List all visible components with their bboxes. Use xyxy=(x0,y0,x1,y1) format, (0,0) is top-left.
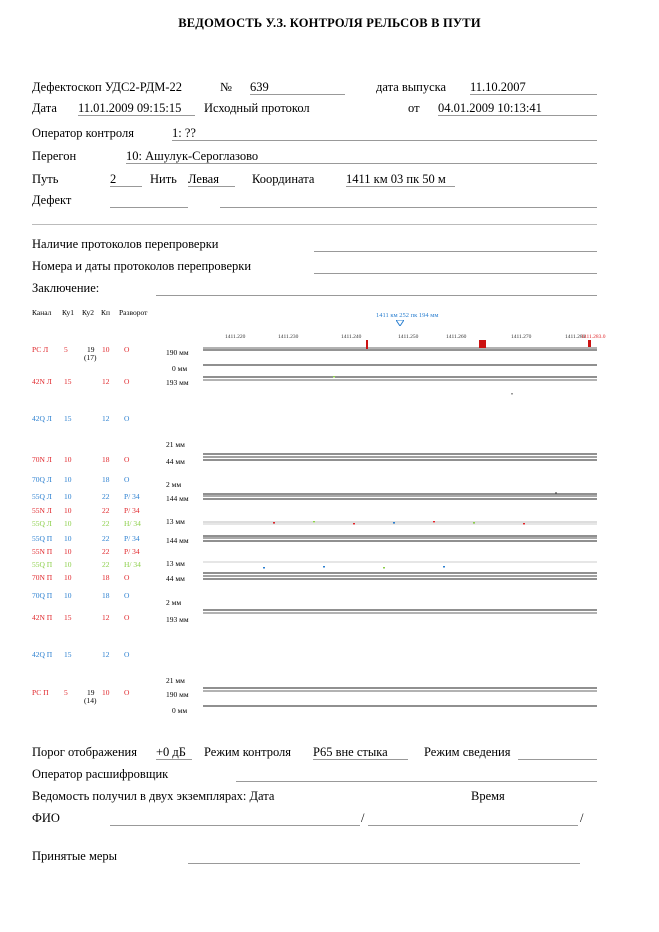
fio-label: ФИО xyxy=(32,811,60,825)
echo-dot xyxy=(433,521,435,523)
channel-ku2-sub: (17) xyxy=(84,353,97,362)
echo-dot xyxy=(443,566,445,568)
recheck-field[interactable] xyxy=(314,237,597,252)
channel-name: 55N П xyxy=(32,547,53,556)
defect-field-1[interactable] xyxy=(110,193,188,208)
track-field[interactable]: 2 xyxy=(110,172,142,187)
channel-kp: 22 xyxy=(102,534,110,543)
channel-ku1: 10 xyxy=(64,455,72,464)
echo-dot xyxy=(473,522,475,524)
channel-ku1: 10 xyxy=(64,591,72,600)
page-title: ВЕДОМОСТЬ У.З. КОНТРОЛЯ РЕЛЬСОВ В ПУТИ xyxy=(178,16,481,30)
echo-dot xyxy=(353,523,355,525)
ruler-tick-label: 1411.260 xyxy=(446,334,467,340)
threshold-label: Порог отображения xyxy=(32,745,137,759)
channel-depth: 190 мм xyxy=(166,348,189,357)
channel-kp: 10 xyxy=(102,345,110,354)
date-label: Дата xyxy=(32,101,57,115)
channel-name: 70N Л xyxy=(32,455,52,464)
channel-name: 55Q П xyxy=(32,534,53,543)
channel-depth: 144 мм xyxy=(166,494,189,503)
ruler-tick-label: 1411.270 xyxy=(511,334,532,340)
channel-name: РС П xyxy=(32,688,49,697)
echo-dot xyxy=(511,393,513,395)
ruler-tick-label: 1411.240 xyxy=(341,334,362,340)
channel-depth: 144 мм xyxy=(166,536,189,545)
divider xyxy=(32,224,597,225)
channel-kp: 22 xyxy=(102,519,110,528)
echo-dot xyxy=(323,566,325,568)
channel-name: 42N Л xyxy=(32,377,52,386)
channel-name: 55Q П xyxy=(32,560,53,569)
channel-ku2: 19 xyxy=(87,345,95,354)
operator-label: Оператор контроля xyxy=(32,126,134,140)
received-label: Ведомость получил в двух экземплярах: Дата xyxy=(32,789,275,803)
ruler-tick-label: 1411.250 xyxy=(398,334,419,340)
channel-razvorot: Р/ 34 xyxy=(124,547,140,556)
channel-depth: 21 мм xyxy=(166,440,185,449)
channel-ku1: 5 xyxy=(64,688,68,697)
channel-kp: 22 xyxy=(102,506,110,515)
ruler-tick-label: 1411.220 xyxy=(225,334,246,340)
defect-mark xyxy=(588,340,591,347)
channel-name: 55Q Л xyxy=(32,492,52,501)
channel-kp: 18 xyxy=(102,455,110,464)
ruler-tick-label: 1411.283.0 xyxy=(581,334,606,340)
channel-ku1: 10 xyxy=(64,492,72,501)
channel-razvorot: О xyxy=(124,345,130,354)
coordinate-label: Координата xyxy=(252,172,315,186)
channel-kp: 12 xyxy=(102,613,110,622)
channel-razvorot: Р/ 34 xyxy=(124,492,140,501)
defect-mark xyxy=(479,340,486,348)
defect-field-2[interactable] xyxy=(220,193,597,208)
section-label: Перегон xyxy=(32,149,77,163)
measures-label: Принятые меры xyxy=(32,849,118,863)
channel-razvorot: Р/ 34 xyxy=(124,506,140,515)
channel-ku1: 5 xyxy=(64,345,68,354)
col-kp: Кп xyxy=(101,308,111,317)
channel-kp: 12 xyxy=(102,414,110,423)
release-date-field[interactable]: 11.10.2007 xyxy=(470,80,597,95)
scan-marker-icon[interactable] xyxy=(396,320,404,326)
echo-dot xyxy=(273,522,275,524)
channel-kp: 18 xyxy=(102,591,110,600)
col-razvorot: Разворот xyxy=(119,308,148,317)
channel-razvorot: О xyxy=(124,591,130,600)
channel-kp: 12 xyxy=(102,650,110,659)
recheck-numbers-field[interactable] xyxy=(314,259,597,274)
scan-marker-label: 1411 км 252 пк 194 мм xyxy=(376,312,439,319)
channel-name: 42Q Л xyxy=(32,414,52,423)
track-label: Путь xyxy=(32,172,59,186)
channel-depth: 190 мм xyxy=(166,690,189,699)
channel-name: 55N Л xyxy=(32,506,52,515)
mode-field[interactable]: Р65 вне стыка xyxy=(313,745,408,760)
channel-depth: 13 мм xyxy=(166,517,185,526)
thread-label: Нить xyxy=(150,172,177,186)
ruler-tick-label: 1411.280 xyxy=(565,334,586,340)
channel-name: 55Q Л xyxy=(32,519,52,528)
channel-razvorot: О xyxy=(124,573,130,582)
channel-kp: 18 xyxy=(102,475,110,484)
channel-razvorot: О xyxy=(124,688,130,697)
echo-dot xyxy=(313,521,315,523)
fio-field-1[interactable] xyxy=(110,811,360,826)
defect-mark xyxy=(366,340,368,349)
date-field[interactable]: 11.01.2009 09:15:15 xyxy=(78,101,195,116)
merge-label: Режим сведения xyxy=(424,745,511,759)
channel-depth: 21 мм xyxy=(166,676,185,685)
channel-razvorot: О xyxy=(124,455,130,464)
echo-dot xyxy=(523,523,525,525)
fio-field-2[interactable] xyxy=(368,811,578,826)
channel-razvorot: О xyxy=(124,650,130,659)
threshold-field[interactable]: +0 дБ xyxy=(156,745,192,760)
scan-chart xyxy=(203,340,597,720)
channel-name: РС Л xyxy=(32,345,49,354)
from-label: от xyxy=(408,101,420,115)
section-field[interactable]: 10: Ашулук-Сероглазово xyxy=(126,149,597,164)
channel-depth-zero: 0 мм xyxy=(172,364,188,373)
channel-depth: 2 мм xyxy=(166,480,182,489)
channel-kp: 10 xyxy=(102,688,110,697)
channel-depth: 193 мм xyxy=(166,615,189,624)
recheck-numbers-label: Номера и даты протоколов перепроверки xyxy=(32,259,252,273)
channel-ku1: 15 xyxy=(64,414,72,423)
fio-slash-2: / xyxy=(580,811,584,825)
col-ku2: Ку2 xyxy=(82,308,94,317)
channel-razvorot: Н/ 34 xyxy=(124,519,141,528)
channel-ku1: 10 xyxy=(64,573,72,582)
channel-depth: 44 мм xyxy=(166,574,185,583)
channel-ku2: 19 xyxy=(87,688,95,697)
channel-name: 70N П xyxy=(32,573,53,582)
mode-label: Режим контроля xyxy=(204,745,292,759)
col-canal: Канал xyxy=(32,308,52,317)
number-label: № xyxy=(220,80,232,94)
channel-depth: 44 мм xyxy=(166,457,185,466)
ruler-tick-label: 1411.230 xyxy=(278,334,299,340)
coordinate-field[interactable]: 1411 км 03 пк 50 м xyxy=(346,172,455,187)
channel-ku1: 10 xyxy=(64,519,72,528)
from-date-field[interactable]: 04.01.2009 10:13:41 xyxy=(438,101,597,116)
channel-kp: 22 xyxy=(102,492,110,501)
conclusion-field[interactable] xyxy=(156,281,597,296)
decoder-label: Оператор расшифровщик xyxy=(32,767,169,781)
channel-ku1: 10 xyxy=(64,475,72,484)
measures-field[interactable] xyxy=(188,849,580,864)
channel-kp: 22 xyxy=(102,560,110,569)
channel-ku1: 10 xyxy=(64,534,72,543)
operator-field[interactable]: 1: ?? xyxy=(172,126,597,141)
thread-field[interactable]: Левая xyxy=(188,172,235,187)
defect-label: Дефект xyxy=(32,193,72,207)
channel-name: 42Q П xyxy=(32,650,53,659)
channel-depth: 2 мм xyxy=(166,598,182,607)
echo-dot xyxy=(333,376,335,378)
channel-name: 70Q Л xyxy=(32,475,52,484)
echo-dot xyxy=(555,492,557,494)
channel-ku1: 10 xyxy=(64,560,72,569)
channel-ku1: 10 xyxy=(64,506,72,515)
recheck-label: Наличие протоколов перепроверки xyxy=(32,237,219,251)
number-field[interactable]: 639 xyxy=(250,80,345,95)
channel-ku1: 15 xyxy=(64,650,72,659)
channel-razvorot: О xyxy=(124,475,130,484)
echo-dot xyxy=(263,567,265,569)
defectoscope-label: Дефектоскоп УДС2-РДМ-22 xyxy=(32,80,183,94)
time-label: Время xyxy=(471,789,505,803)
channel-name: 42N П xyxy=(32,613,53,622)
decoder-field[interactable] xyxy=(236,767,597,782)
channel-razvorot: О xyxy=(124,414,130,423)
channel-ku1: 15 xyxy=(64,613,72,622)
source-protocol-label: Исходный протокол xyxy=(204,101,310,115)
channel-ku1: 10 xyxy=(64,547,72,556)
channel-razvorot: Н/ 34 xyxy=(124,560,141,569)
channel-razvorot: Р/ 34 xyxy=(124,534,140,543)
channel-razvorot: О xyxy=(124,377,130,386)
channel-kp: 12 xyxy=(102,377,110,386)
channel-depth-zero: 0 мм xyxy=(172,706,188,715)
channel-name: 70Q П xyxy=(32,591,53,600)
merge-field[interactable] xyxy=(518,745,597,760)
channel-ku1: 15 xyxy=(64,377,72,386)
conclusion-label: Заключение: xyxy=(32,281,100,295)
fio-slash-1: / xyxy=(361,811,365,825)
channel-depth: 13 мм xyxy=(166,559,185,568)
channel-kp: 22 xyxy=(102,547,110,556)
channel-ku2-sub: (14) xyxy=(84,696,97,705)
echo-dot xyxy=(393,522,395,524)
channel-kp: 18 xyxy=(102,573,110,582)
channel-razvorot: О xyxy=(124,613,130,622)
echo-dot xyxy=(383,567,385,569)
release-label: дата выпуска xyxy=(376,80,447,94)
col-ku1: Ку1 xyxy=(62,308,74,317)
channel-depth: 193 мм xyxy=(166,378,189,387)
